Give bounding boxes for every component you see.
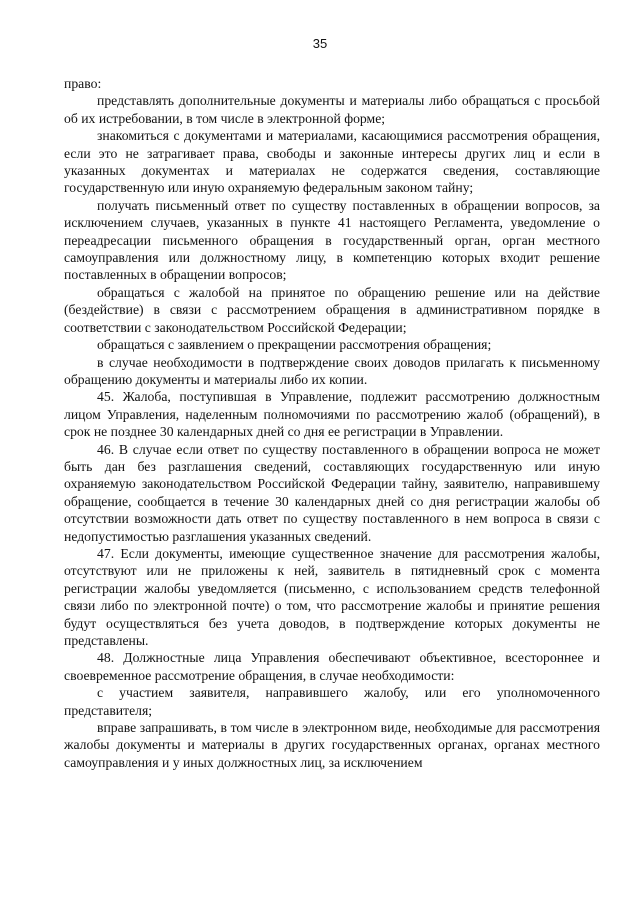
paragraph-item-46: 46. В случае если ответ по существу поставленного в обращении вопроса не может быть дан без разглашения сведений, составляющих государственную или иную охраняемую законодательством Российской Федерации тайну, заявителю, направившему обращение, сообщается в течение 30 календарных дней со дня регистрации жалобы об отсутствии возможности дать ответ по существу поставленного в нем вопроса в связи с недопустимостью разглашения указанных сведений. bbox=[64, 441, 600, 544]
paragraph-submit-documents: представлять дополнительные документы и материалы либо обращаться с просьбой об их истребовании, в том числе в электронной форме; bbox=[64, 93, 600, 126]
paragraph-review-materials: знакомиться с документами и материалами, касающимися рассмотрения обращения, если это не затрагивает права, свободы и законные интересы других лиц и если в указанных документах и материалах не содержатся сведения, составляющие государственную или иную охраняемую федеральным законом тайну; bbox=[64, 128, 600, 196]
paragraph-pravo: право: bbox=[64, 76, 102, 91]
paragraph-item-47: 47. Если документы, имеющие существенное значение для рассмотрения жалобы, отсутствуют или не приложены к ней, заявитель в пятидневный срок с момента регистрации жалобы уведомляется (письменно, с использованием средств телефонной связи либо по электронной почте) о том, что рассмотрение жалобы и принятие решения будут осуществляться без учета доводов, в подтверждение которых документы не представлены. bbox=[64, 545, 600, 648]
paragraph-terminate-request: обращаться с заявлением о прекращении рассмотрения обращения; bbox=[97, 337, 492, 353]
document-body bbox=[64, 75, 600, 771]
paragraph-receive-answer: получать письменный ответ по существу поставленных в обращении вопросов, за исключением случаев, указанных в пункте 41 настоящего Регламента, уведомление о переадресации письменного обращения в государственный орган, орган местного самоуправления или должностному лицу, в компетенцию которых входит решение поставленных в обращении вопросов; bbox=[64, 197, 600, 283]
paragraph-item-45: 45. Жалоба, поступившая в Управление, подлежит рассмотрению должностным лицом Управления, наделенным полномочиями по рассмотрению жалоб (обращений), в срок не позднее 30 календарных дней со дня ее регистрации в Управлении. bbox=[64, 389, 600, 440]
paragraph-attach-documents: в случае необходимости в подтверждение своих доводов прилагать к письменному обращению документы и материалы либо их копии. bbox=[64, 354, 600, 387]
paragraph-request-documents: вправе запрашивать, в том числе в электронном виде, необходимые для рассмотрения жалобы документы и материалы в других государственных органах, органах местного самоуправления и у иных должностных лиц, за исключением bbox=[64, 720, 600, 770]
paragraph-with-applicant: с участием заявителя, направившего жалобу, или его уполномоченного представителя; bbox=[64, 685, 600, 718]
page-number: 35 bbox=[312, 36, 328, 51]
paragraph-item-48: 48. Должностные лица Управления обеспечивают объективное, всестороннее и своевременное рассмотрение обращения, в случае необходимости: bbox=[64, 650, 600, 683]
paragraph-appeal-decision: обращаться с жалобой на принятое по обращению решение или на действие (бездействие) в связи с рассмотрением обращения в административном порядке в соответствии с законодательством Российской Федерации; bbox=[64, 284, 600, 335]
